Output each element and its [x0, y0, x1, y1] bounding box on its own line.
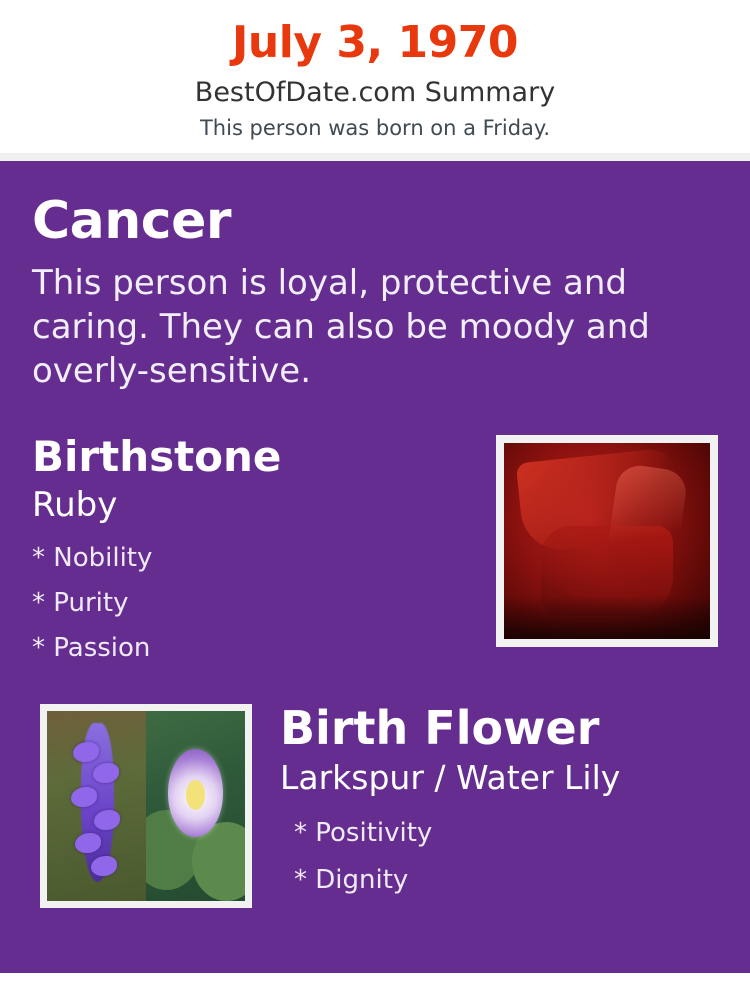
site-summary-label: BestOfDate.com Summary [194, 76, 556, 108]
birth-flower-section [32, 701, 718, 914]
header-divider [0, 153, 750, 161]
birth-flower-trait: * Dignity [294, 864, 409, 895]
water-lily-image [146, 711, 245, 901]
birthstone-image-frame [496, 435, 718, 647]
larkspur-petal [73, 742, 99, 762]
birth-flower-image [47, 711, 245, 901]
ruby-shadow [504, 596, 710, 639]
birth-flower-trait: * Positivity [294, 817, 433, 848]
birthstone-section [32, 432, 718, 670]
page-title: July 3, 1970 [232, 17, 518, 68]
ruby-facet-icon [603, 463, 689, 589]
larkspur-image [47, 711, 146, 901]
birth-flower-image-frame [40, 704, 252, 908]
birthstone-title: Birthstone [32, 432, 282, 482]
larkspur-petal [75, 833, 101, 853]
born-on-text: This person was born on a Friday. [199, 115, 551, 140]
birthstone-trait: * Nobility [32, 543, 153, 574]
birthstone-trait: * Purity [32, 588, 129, 618]
birthstone-trait: * Passion [32, 632, 151, 663]
larkspur-petal [93, 763, 119, 783]
birthstone-text [32, 432, 462, 670]
zodiac-description: This person is loyal, protective and caring. They can also be moody and overly-sensitive. [32, 262, 650, 392]
card-header [0, 0, 750, 153]
larkspur-petal [91, 856, 117, 876]
birth-flower-name: Larkspur / Water Lily [280, 757, 621, 797]
larkspur-petal [94, 810, 120, 830]
birth-flower-text [280, 701, 718, 903]
details-panel [0, 161, 750, 973]
zodiac-sign-title: Cancer [32, 190, 232, 251]
birth-flower-title: Birth Flower [280, 701, 600, 756]
birthstone-name: Ruby [32, 485, 118, 526]
ruby-image [504, 443, 710, 639]
